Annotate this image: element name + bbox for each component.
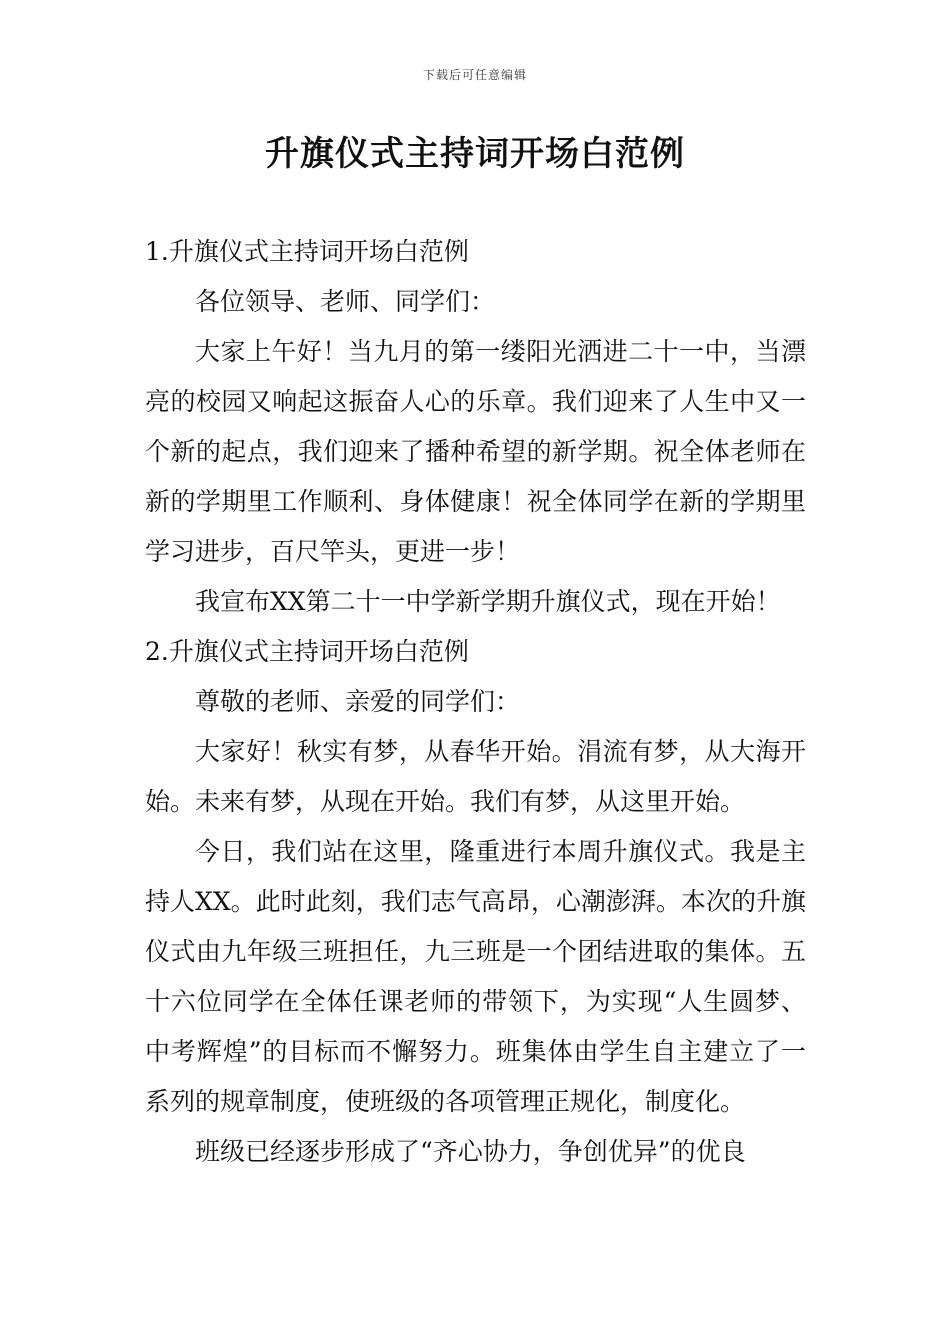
paragraph: 今日，我们站在这里，隆重进行本周升旗仪式。我是主持人XX。此时此刻，我们志气高昂，心潮澎湃。本次的升旗仪式由九年级三班担任，九三班是一个团结进取的集体。五十六位同学在全体任课老师的带领下，为实现“人生圆梦、中考辉煌”的目标而不懈努力。班集体由学生自主建立了一系列的规章制度，使班级的各项管理正规化，制度化。: [145, 837, 806, 1116]
paragraph: 大家好！秋实有梦，从春华开始。涓流有梦，从大海开始。未来有梦，从现在开始。我们有梦，从这里开始。: [145, 737, 806, 816]
paragraph: 大家上午好！当九月的第一缕阳光洒进二十一中，当漂亮的校园又响起这振奋人心的乐章。我们迎来了人生中又一个新的起点，我们迎来了播种希望的新学期。祝全体老师在新的学期里工作顺利、身体健康！祝全体同学在新的学期里学习进步，百尺竿头，更进一步！: [145, 337, 806, 566]
document-title: 升旗仪式主持词开场白范例: [265, 134, 685, 174]
header-note: 下载后可任意编辑: [422, 68, 527, 82]
paragraph: 班级已经逐步形成了“齐心协力，争创优异”的优良: [195, 1137, 746, 1166]
paragraph: 我宣布XX第二十一中学新学期升旗仪式，现在开始！: [195, 587, 781, 616]
section-heading: 1.升旗仪式主持词开场白范例: [145, 237, 469, 266]
paragraph: 各位领导、老师、同学们：: [195, 287, 496, 316]
document-body: [145, 227, 806, 1177]
section-heading: 2.升旗仪式主持词开场白范例: [145, 637, 469, 666]
paragraph: 尊敬的老师、亲爱的同学们：: [195, 687, 521, 716]
